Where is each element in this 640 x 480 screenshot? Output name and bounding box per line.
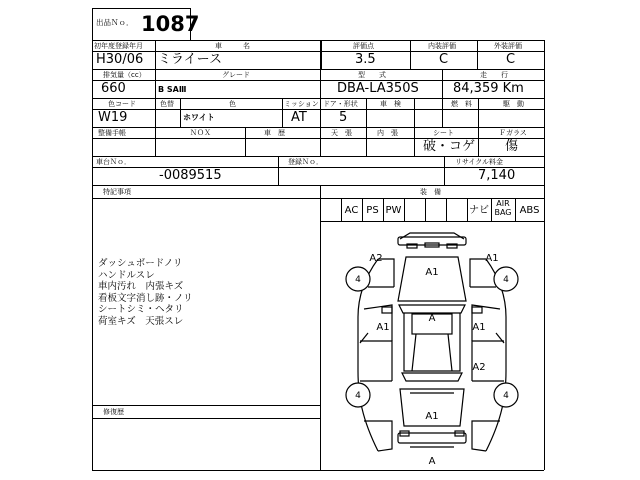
- mileage-value: 84,359 Km: [453, 81, 524, 96]
- fr-pillar-mark: A1: [485, 253, 499, 264]
- rear-hatch-mark: A1: [425, 411, 439, 422]
- inspection-label: 車 検: [380, 100, 401, 108]
- color-value: ホワイト: [183, 113, 215, 122]
- color-change-label: 色替: [160, 100, 174, 108]
- color-label: 色: [229, 100, 236, 108]
- displacement-value: 660: [101, 81, 126, 96]
- remark-line: ダッシュボードノリ: [98, 258, 183, 269]
- interior-value: C: [439, 52, 449, 67]
- remarks-text: [98, 258, 193, 327]
- equip-navi: ナビ: [469, 205, 489, 216]
- recycle-value: 7,140: [478, 168, 516, 183]
- grade-label: グレード: [222, 71, 250, 79]
- fl-pillar-mark: A2: [369, 253, 383, 264]
- seat-value: 破・コゲ: [423, 139, 476, 154]
- repair-label: 修復歴: [103, 408, 124, 416]
- chassis-label: 車台Ｎｏ．: [96, 158, 131, 166]
- hood-mark: A1: [425, 267, 439, 278]
- grade-value: B SAⅢ: [158, 85, 187, 94]
- exterior-value: C: [506, 52, 516, 67]
- reg-label: 登録Ｎｏ．: [288, 158, 323, 166]
- interior-label: 内装評価: [428, 42, 456, 50]
- drive-label: 駆 動: [503, 100, 524, 108]
- remark-line: 荷室キズ 天張スレ: [98, 315, 184, 327]
- displacement-label: 排気量（cc）: [103, 71, 146, 79]
- model-value: DBA-LA350S: [337, 81, 419, 96]
- doors-value: 5: [339, 110, 348, 125]
- nox-label: ＮＯＸ: [190, 129, 211, 137]
- seat-label: シート: [433, 129, 454, 137]
- glass-label: Ｆガラス: [499, 129, 527, 137]
- tire-fl-mark: 4: [355, 275, 361, 285]
- right-rear-door-mark: A2: [472, 362, 486, 373]
- airbag-line1: AIR: [496, 199, 510, 208]
- remark-line: 看板文字消し跡・ノリ: [98, 292, 193, 304]
- exterior-label: 外装評価: [494, 42, 522, 50]
- tire-fr-mark: 4: [503, 275, 509, 285]
- equipment-label: 装 備: [420, 188, 441, 196]
- roof-mark: A: [428, 313, 436, 324]
- lot-number: 1087: [141, 12, 200, 36]
- transmission-label: ミッション: [284, 100, 319, 108]
- transmission-value: AT: [291, 110, 307, 125]
- glass-value: 傷: [505, 139, 519, 154]
- score-label: 評価点: [353, 42, 374, 50]
- year-label: 初年度登録年月: [94, 42, 143, 50]
- equip-ac: AC: [344, 205, 359, 216]
- model-label: 型 式: [358, 71, 386, 79]
- remark-line: ハンドルスレ: [98, 269, 155, 281]
- recycle-label: リサイクル料金: [455, 158, 504, 166]
- rear-bumper-mark: A: [428, 456, 436, 467]
- left-front-door-mark: A1: [376, 322, 390, 333]
- right-front-door-mark: A1: [472, 322, 486, 333]
- fuel-label: 燃 料: [451, 100, 472, 108]
- airbag-line2: BAG: [494, 208, 512, 217]
- doors-label: ドア・形状: [323, 100, 358, 108]
- tire-rr-mark: 4: [503, 391, 509, 401]
- equip-airbag: [491, 199, 515, 217]
- color-code-value: W19: [98, 110, 128, 125]
- manual-label: 整備手帳: [98, 129, 126, 137]
- trim-label: 内 張: [377, 129, 398, 137]
- remark-line: シートシミ・ヘタリ: [98, 304, 184, 315]
- remarks-label: 特記事項: [103, 188, 131, 196]
- mileage-label: 走 行: [480, 71, 508, 79]
- name-value: ミライース: [158, 52, 222, 67]
- name-label: 車 名: [215, 42, 250, 50]
- equip-pw: PW: [385, 205, 402, 216]
- car-condition-diagram: [320, 221, 544, 470]
- ceiling-label: 天 張: [331, 129, 352, 137]
- year-value: H30/06: [96, 52, 144, 67]
- tire-rl-mark: 4: [355, 391, 361, 401]
- remark-line: 車内汚れ 内張キズ: [98, 281, 184, 292]
- chassis-value: -0089515: [159, 168, 222, 183]
- equip-abs: ABS: [519, 205, 540, 216]
- color-code-label: 色コード: [108, 100, 136, 108]
- equip-ps: PS: [366, 205, 379, 216]
- score-value: 3.5: [355, 52, 376, 67]
- lot-label: 出品Ｎｏ．: [96, 18, 134, 27]
- history-label: 車 歴: [264, 129, 285, 137]
